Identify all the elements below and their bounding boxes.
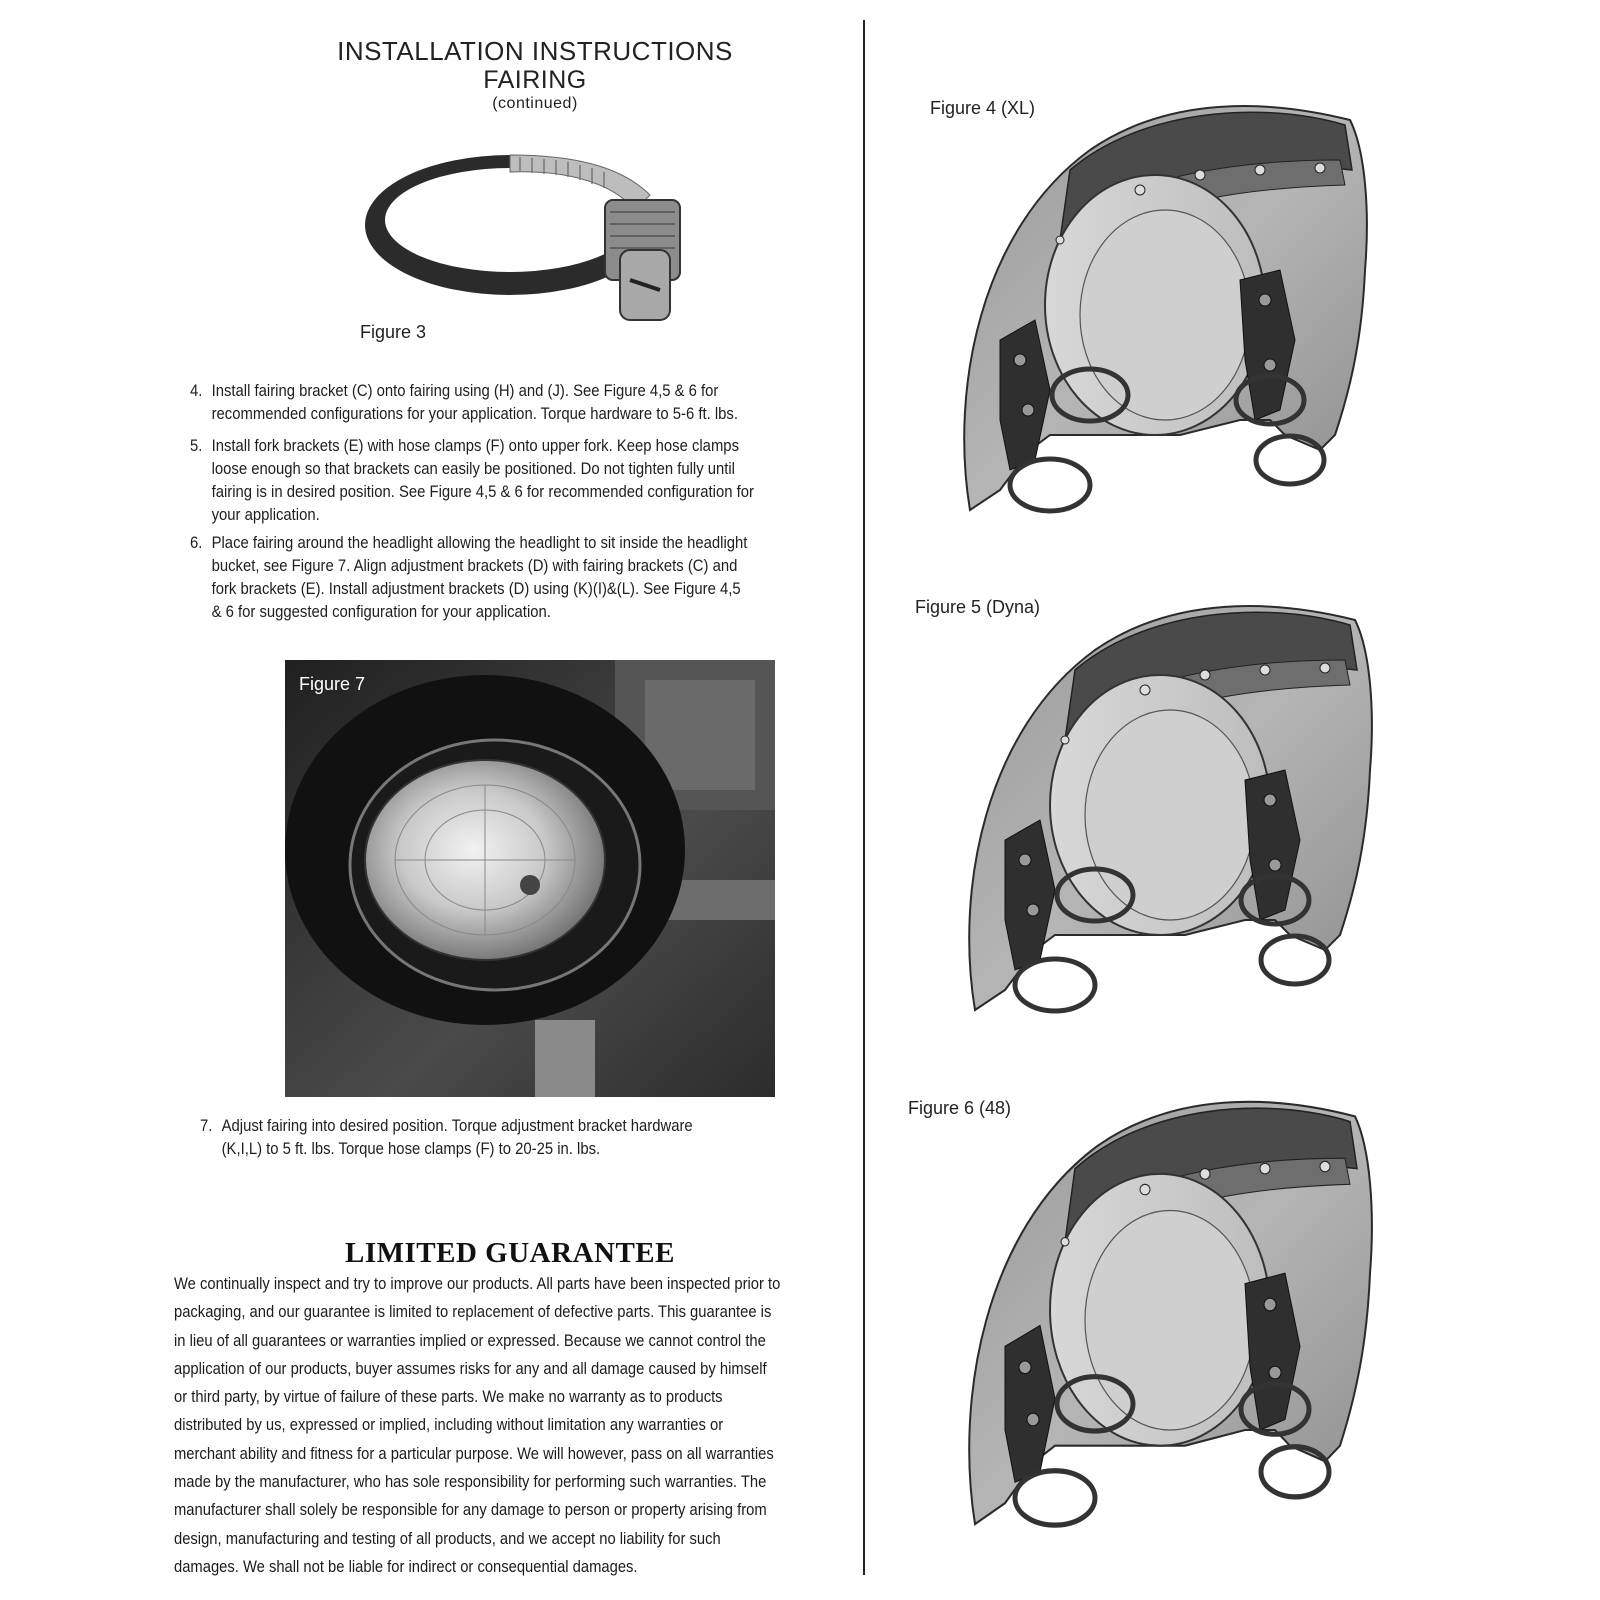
step-6-line: fork brackets (E). Install adjustment brackets (D) using (K)(I)&(L). See Figure 4,5 <box>211 580 741 598</box>
step-6-line: bucket, see Figure 7. Align adjustment brackets (D) with fairing brackets (C) and <box>211 557 738 575</box>
figure-7-label: Figure 7 <box>299 674 366 694</box>
step-4-number: 4. <box>190 382 203 400</box>
guarantee-line: design, manufacturing and testing of all products, and we accept no liability for such <box>174 1529 721 1548</box>
step-5-line: loose enough so that brackets can easily be positioned. Do not tighten fully until <box>211 460 735 478</box>
figure-6-label: Figure 6 (48) <box>908 1098 1012 1118</box>
headlight-photo <box>285 660 775 1097</box>
hose-clamp-illustration <box>360 140 700 340</box>
step-5-line: fairing is in desired position. See Figure 4,5 & 6 for recommended configuration for <box>211 483 754 501</box>
guarantee-line: in lieu of all guarantees or warranties implied or expressed. Because we cannot control the <box>174 1331 766 1350</box>
fairing-diagram-dyna <box>945 590 1385 1030</box>
guarantee-line: manufacturer shall solely be responsible for any damage to person or property arising from <box>174 1501 767 1520</box>
figure-4-label: Figure 4 (XL) <box>930 98 1036 118</box>
page-subtitle: FAIRING <box>483 66 587 94</box>
page-title: INSTALLATION INSTRUCTIONS <box>337 36 733 66</box>
step-6-line: & 6 for suggested configuration for your application. <box>211 603 551 621</box>
step-7-line: (K,I,L) to 5 ft. lbs. Torque hose clamps (F) to 20-25 in. lbs. <box>221 1140 601 1158</box>
guarantee-line: merchant ability and fitness for a particular purpose. We will however, pass on all warranties <box>174 1444 774 1463</box>
guarantee-line: distributed by us, expressed or implied, including without limitation any warranties or <box>174 1416 724 1435</box>
step-5-line: Install fork brackets (E) with hose clamps (F) onto upper fork. Keep hose clamps <box>211 437 740 455</box>
step-4-line: Install fairing bracket (C) onto fairing using (H) and (J). See Figure 4,5 & 6 for <box>211 382 719 400</box>
guarantee-line: or third party, by virtue of failure of these parts. We make no warranty as to products <box>174 1388 723 1407</box>
step-7-line: Adjust fairing into desired position. Torque adjustment bracket hardware <box>221 1117 693 1135</box>
step-6-line: Place fairing around the headlight allowing the headlight to sit inside the headlight <box>211 534 748 552</box>
guarantee-line: made by the manufacturer, who has sole responsibility for performing such warranties. The <box>174 1473 767 1492</box>
guarantee-line: We continually inspect and try to improve our products. All parts have been inspected prior to <box>174 1275 781 1293</box>
figure-5-label: Figure 5 (Dyna) <box>915 597 1041 617</box>
guarantee-line: application of our products, buyer assumes risks for any and all damage caused by himself <box>174 1359 767 1378</box>
column-divider <box>863 20 865 1575</box>
guarantee-line: packaging, and our guarantee is limited to replacement of defective parts. This guarantee is <box>174 1303 772 1322</box>
guarantee-line: damages. We shall not be liable for indirect or consequential damages. <box>174 1557 638 1576</box>
continued-note: (continued) <box>492 95 578 112</box>
step-5-number: 5. <box>190 437 203 455</box>
step-6-number: 6. <box>190 534 203 552</box>
step-4-line: recommended configurations for your application. Torque hardware to 5-6 ft. lbs. <box>211 405 738 423</box>
fairing-diagram-48 <box>945 1085 1385 1545</box>
guarantee-body <box>174 1270 854 1581</box>
guarantee-title: LIMITED GUARANTEE <box>345 1237 675 1269</box>
figure-3-label: Figure 3 <box>360 322 427 342</box>
fairing-diagram-xl <box>940 90 1380 530</box>
step-7-number: 7. <box>200 1117 213 1135</box>
step-5-line: your application. <box>211 506 320 524</box>
